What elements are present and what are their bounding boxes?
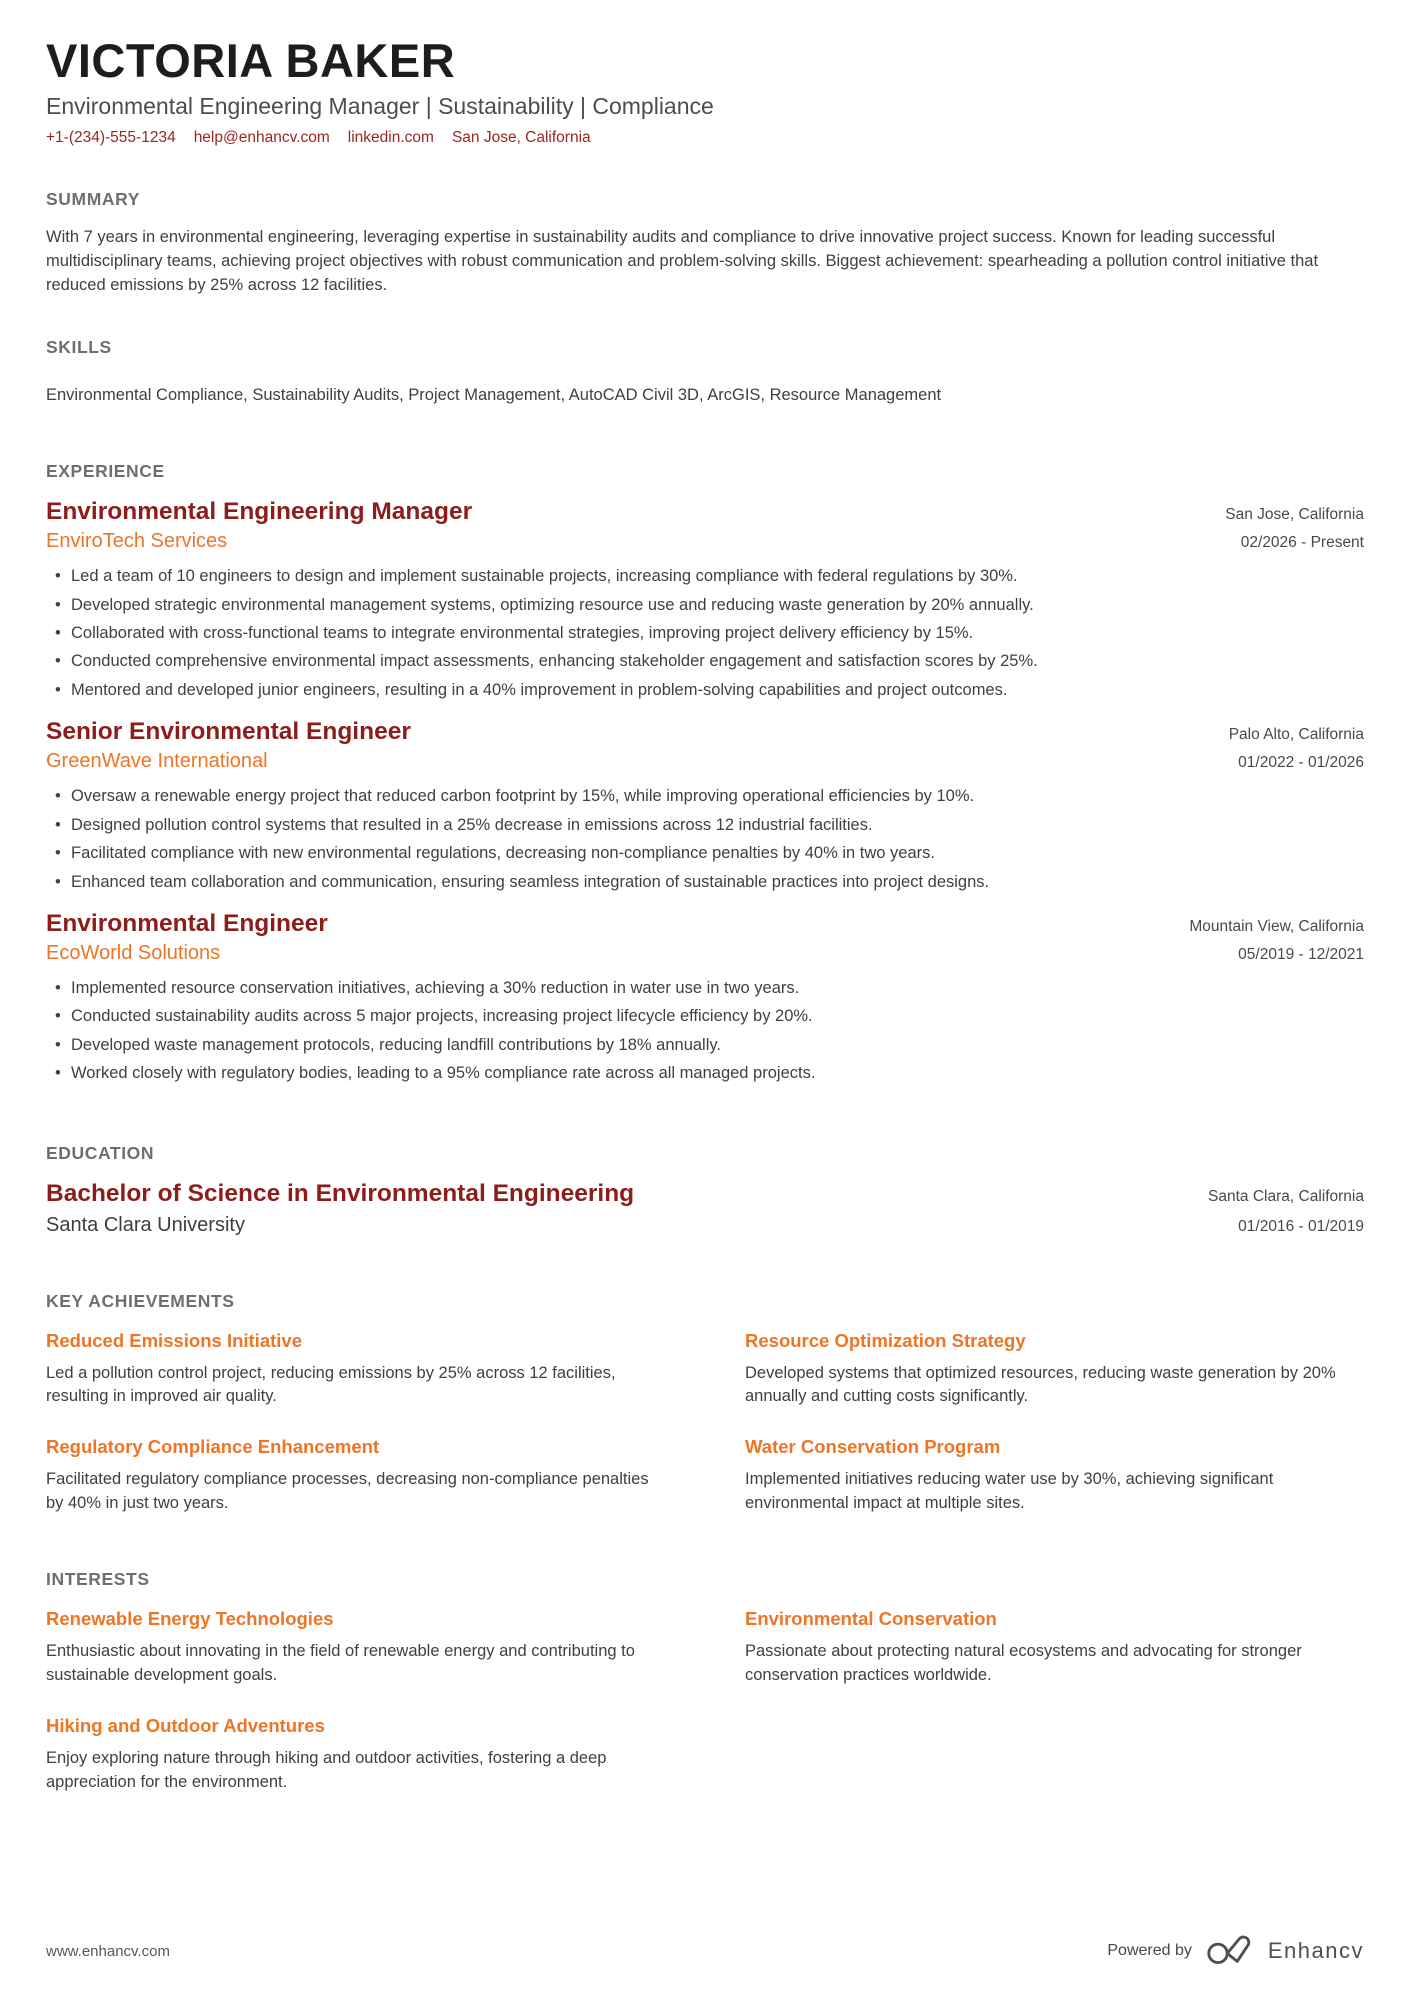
achievement-title: Reduced Emissions Initiative	[46, 1329, 302, 1351]
achievement-item	[745, 1436, 1364, 1515]
job-dates: 01/2022 - 01/2026	[1238, 754, 1364, 772]
summary-section	[46, 189, 1364, 297]
summary-heading: SUMMARY	[46, 189, 140, 210]
job-bullet: • Conducted comprehensive environmental impact assessments, enhancing stakeholder engagement and satisfaction scores by 25%.	[71, 650, 1351, 673]
candidate-name: VICTORIA BAKER	[46, 34, 456, 87]
interest-title: Environmental Conservation	[745, 1608, 997, 1630]
contact-phone: +1-(234)-555-1234	[46, 129, 176, 147]
job-bullet: • Designed pollution control systems that resulted in a 25% decrease in emissions across 12 industrial facilities.	[71, 814, 1351, 837]
interest-title: Hiking and Outdoor Adventures	[46, 1715, 325, 1737]
contact-linkedin[interactable]: linkedin.com	[347, 129, 434, 147]
education-heading: EDUCATION	[46, 1142, 155, 1163]
experience-entry	[46, 718, 1364, 894]
achievement-body: Developed systems that optimized resources, reducing waste generation by 20% annually and cutting costs significantly.	[745, 1363, 1336, 1406]
job-bullets	[46, 977, 1364, 1086]
interest-item	[46, 1608, 665, 1687]
skills-heading: SKILLS	[46, 337, 112, 358]
education-section	[46, 1143, 1364, 1237]
footer-brand	[1107, 1935, 1364, 1967]
job-bullet: • Oversaw a renewable energy project that reduced carbon footprint by 15%, while improving operational efficiencies by 10%.	[71, 785, 1351, 808]
job-company: EcoWorld Solutions	[46, 941, 221, 964]
job-company: EnviroTech Services	[46, 530, 228, 553]
interest-title: Renewable Energy Technologies	[46, 1608, 334, 1630]
skills-section	[46, 337, 1364, 405]
contact-location: San Jose, California	[451, 129, 591, 147]
job-company: GreenWave International	[46, 750, 268, 773]
experience-heading: EXPERIENCE	[46, 461, 165, 482]
job-bullet: • Worked closely with regulatory bodies, leading to a 95% compliance rate across all managed projects.	[71, 1062, 1351, 1085]
degree-title: Bachelor of Science in Environmental Engineering	[46, 1179, 635, 1207]
achievement-item	[745, 1330, 1364, 1409]
job-bullet: • Collaborated with cross-functional teams to integrate environmental strategies, improving project delivery efficiency by 15%.	[71, 622, 1351, 645]
enhancv-logo-icon[interactable]	[1206, 1935, 1254, 1967]
job-location: Mountain View, California	[1189, 917, 1364, 935]
interest-body: Enjoy exploring nature through hiking and outdoor activities, fostering a deep appreciation for the environment.	[46, 1749, 607, 1791]
candidate-headline: Environmental Engineering Manager | Sustainability | Compliance	[46, 93, 714, 120]
school-name: Santa Clara University	[46, 1213, 245, 1236]
job-title: Environmental Engineer	[46, 909, 328, 937]
experience-entry	[46, 910, 1364, 1086]
job-bullet: • Developed waste management protocols, reducing landfill contributions by 18% annually.	[71, 1034, 1351, 1057]
skills-list: Environmental Compliance, Sustainability Audits, Project Management, AutoCAD Civil 3D, ArcGIS, Resource Management	[46, 386, 942, 405]
experience-section	[46, 461, 1364, 1090]
interest-item	[46, 1715, 665, 1794]
achievements-section	[46, 1291, 1364, 1516]
resume-header	[46, 36, 1364, 147]
interests-heading: INTERESTS	[46, 1569, 150, 1590]
experience-entry	[46, 498, 1364, 702]
achievement-item	[46, 1330, 665, 1409]
job-bullet: • Facilitated compliance with new environmental regulations, decreasing non-compliance penalties by 40% in two years.	[71, 842, 1351, 865]
achievement-title: Water Conservation Program	[745, 1436, 1001, 1458]
achievement-title: Regulatory Compliance Enhancement	[46, 1436, 380, 1458]
page-footer	[46, 1935, 1364, 1967]
powered-by-label: Powered by	[1107, 1942, 1192, 1959]
contact-row	[46, 129, 1364, 147]
interest-body: Passionate about protecting natural ecosystems and advocating for stronger conservation practices worldwide.	[745, 1642, 1302, 1684]
job-bullet: • Implemented resource conservation initiatives, achieving a 30% reduction in water use in two years.	[71, 977, 1351, 1000]
job-location: Palo Alto, California	[1228, 726, 1364, 744]
achievement-body: Implemented initiatives reducing water use by 30%, achieving significant environmental impact at multiple sites.	[745, 1470, 1274, 1512]
achievement-title: Resource Optimization Strategy	[745, 1329, 1026, 1351]
summary-text: With 7 years in environmental engineering, leveraging expertise in sustainability audits and compliance to drive innovative project success. Known for leading successful multidisciplinary teams, achieving project objectives with robust communication and problem-solving skills. Biggest achievement: spearheading a pollution control initiative that reduced emissions by 25% across 12 facilities.	[46, 228, 1319, 294]
interests-section	[46, 1569, 1364, 1794]
job-title: Environmental Engineering Manager	[46, 498, 473, 526]
achievement-item	[46, 1436, 665, 1515]
job-bullet: • Developed strategic environmental management systems, optimizing resource use and reducing waste generation by 20% annually.	[71, 594, 1351, 617]
footer-site-link[interactable]: www.enhancv.com	[46, 1942, 170, 1960]
job-title: Senior Environmental Engineer	[46, 718, 411, 746]
achievement-body: Led a pollution control project, reducing emissions by 25% across 12 facilities, resulting in improved air quality.	[46, 1363, 616, 1406]
achievement-body: Facilitated regulatory compliance processes, decreasing non-compliance penalties by 40% in just two years.	[46, 1470, 649, 1512]
job-dates: 02/2026 - Present	[1240, 534, 1364, 552]
brand-wordmark[interactable]: Enhancv	[1267, 1938, 1364, 1963]
interest-body: Enthusiastic about innovating in the field of renewable energy and contributing to sustainable development goals.	[46, 1642, 635, 1684]
job-location: San Jose, California	[1225, 506, 1364, 524]
job-dates: 05/2019 - 12/2021	[1238, 945, 1364, 963]
job-bullets	[46, 785, 1364, 894]
interest-item	[745, 1608, 1364, 1687]
job-bullet: • Led a team of 10 engineers to design and implement sustainable projects, increasing compliance with federal regulations by 30%.	[71, 565, 1351, 588]
job-bullet: • Enhanced team collaboration and communication, ensuring seamless integration of sustainable practices into project designs.	[71, 871, 1351, 894]
job-bullets	[46, 565, 1364, 702]
education-location: Santa Clara, California	[1208, 1187, 1364, 1205]
achievements-heading: KEY ACHIEVEMENTS	[46, 1290, 235, 1311]
job-bullet: • Mentored and developed junior engineers, resulting in a 40% improvement in problem-solving capabilities and project outcomes.	[71, 679, 1351, 702]
job-bullet: • Conducted sustainability audits across 5 major projects, increasing project lifecycle efficiency by 20%.	[71, 1005, 1351, 1028]
education-dates: 01/2016 - 01/2019	[1238, 1217, 1364, 1235]
contact-email[interactable]: help@enhancv.com	[193, 129, 330, 147]
